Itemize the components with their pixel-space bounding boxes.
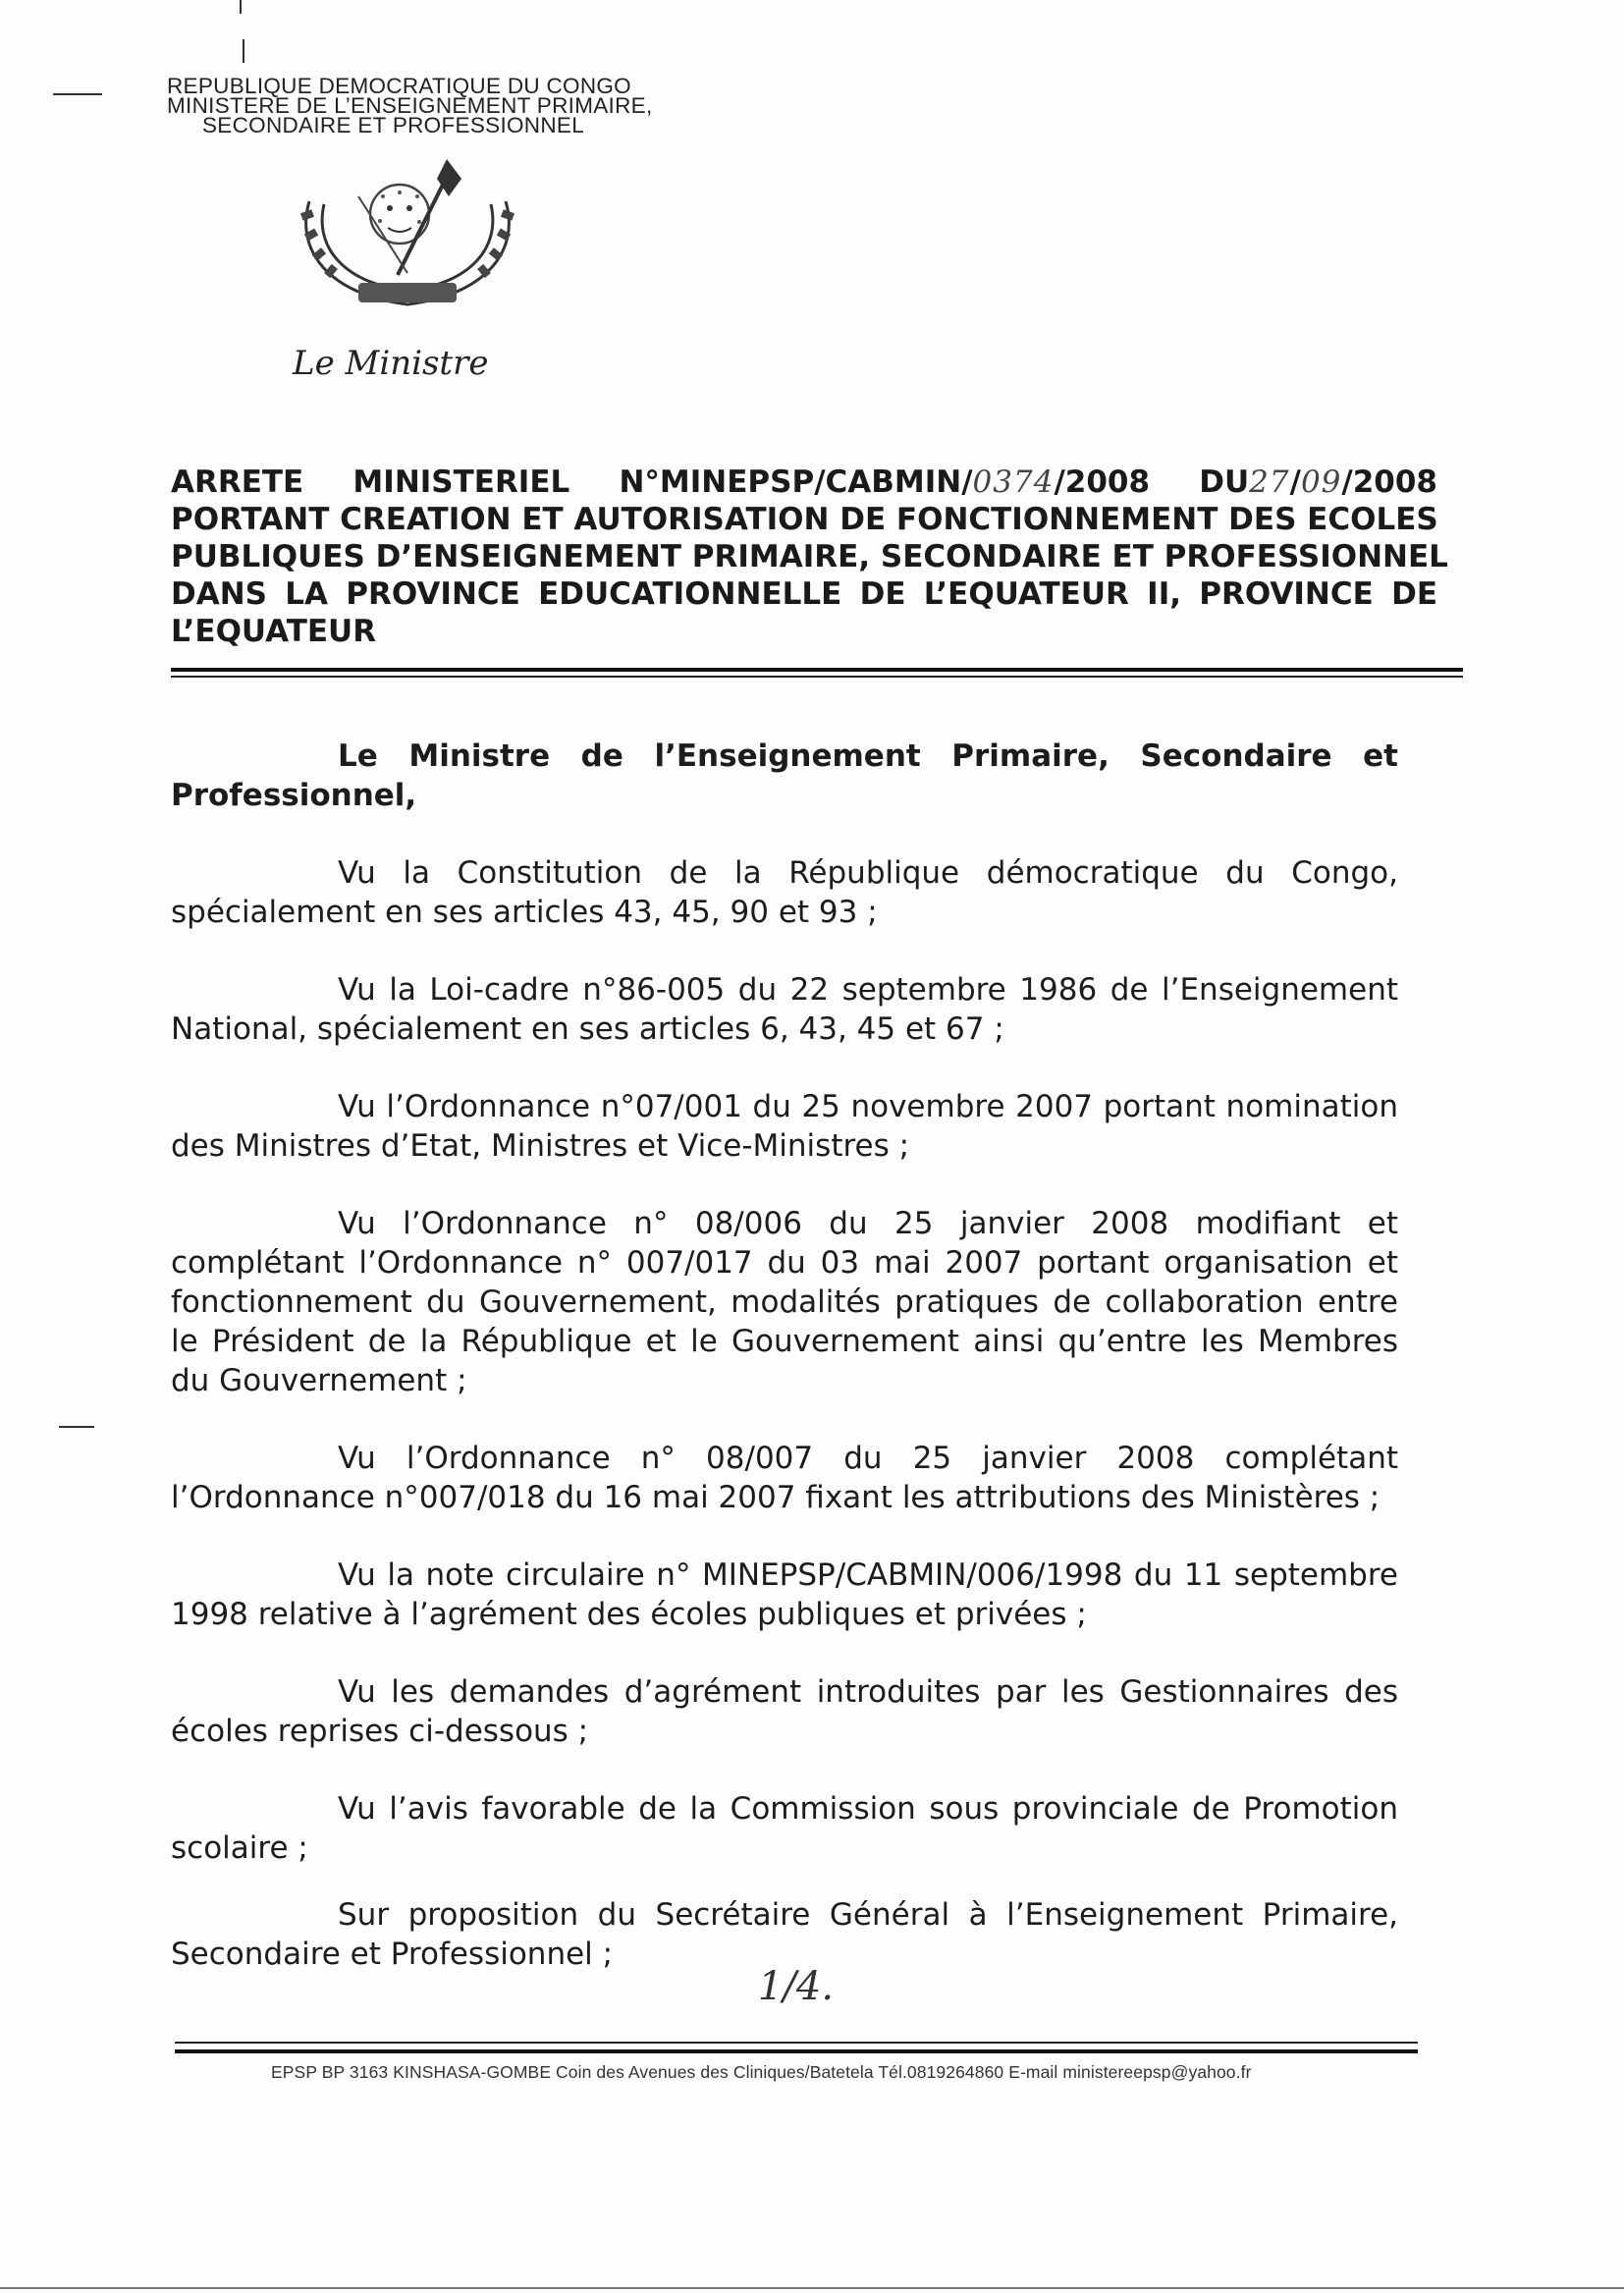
decree-title-line <box>171 464 1437 501</box>
coat-of-arms-icon <box>290 157 530 319</box>
decree-year-prefix: /2008 DU <box>1054 464 1250 500</box>
consideration <box>171 1789 1398 1868</box>
scan-mark <box>243 39 244 63</box>
handwritten-month: 09 <box>1300 464 1342 500</box>
footer-address: EPSP BP 3163 KINSHASA-GOMBE Coin des Avenues des Cliniques/Batetela Tél.0819264860 E-mail ministereepsp@yahoo.fr <box>271 2062 1252 2082</box>
header-country: REPUBLIQUE DEMOCRATIQUE DU CONGO <box>167 74 631 98</box>
decree-title <box>171 464 1448 650</box>
consideration <box>171 1556 1398 1634</box>
consideration <box>171 1672 1398 1751</box>
page-initials: 1/4. <box>758 1964 835 2009</box>
footer-divider <box>175 2042 1418 2044</box>
page-bottom-edge <box>0 2287 1624 2289</box>
consideration-text: Vu la note circulaire n° MINEPSP/CABMIN/006/1998 du 11 septembre 1998 relative à l’agrément des écoles publiques et privées ; <box>171 1557 1398 1632</box>
consideration-text: Vu l’Ordonnance n° 08/007 du 25 janvier 2008 complétant l’Ordonnance n°007/018 du 16 mai 2007 fixant les attributions des Ministères ; <box>171 1441 1398 1515</box>
consideration-text: Vu la Loi-cadre n°86-005 du 22 septembre 1986 de l’Enseignement National, spécialement en ses articles 6, 43, 45 et 67 ; <box>171 972 1398 1047</box>
date-separator: / <box>1289 464 1301 500</box>
title-divider <box>171 668 1463 672</box>
consideration-text: Vu la Constitution de la République démocratique du Congo, spécialement en ses articles 43, 45, 90 et 93 ; <box>171 855 1398 930</box>
scan-mark <box>59 1426 94 1428</box>
scan-mark <box>240 0 242 14</box>
minister-signature-label: Le Ministre <box>293 344 489 383</box>
decree-date-year: /2008 <box>1341 464 1437 500</box>
handwritten-decree-number: 0374 <box>972 464 1055 500</box>
consideration-text: Vu l’avis favorable de la Commission sous provinciale de Promotion scolaire ; <box>171 1791 1398 1866</box>
decree-title-line: L’EQUATEUR <box>171 614 377 649</box>
minister-intro-text: Le Ministre de l’Enseignement Primaire, Secondaire et Professionnel, <box>171 738 1398 813</box>
header-ministry-cont: SECONDAIRE ET PROFESSIONNEL <box>202 113 585 137</box>
decree-title-line: DANS LA PROVINCE EDUCATIONNELLE DE L’EQUATEUR II, PROVINCE DE <box>171 576 1437 612</box>
consideration <box>171 1439 1398 1517</box>
decree-body <box>171 737 1398 2012</box>
ministry-header <box>167 74 756 137</box>
header-ministry: MINISTERE DE L’ENSEIGNEMENT PRIMAIRE, <box>167 93 653 118</box>
consideration-text: Vu les demandes d’agrément introduites par les Gestionnaires des écoles reprises ci-dessous ; <box>171 1674 1398 1749</box>
consideration <box>171 970 1398 1049</box>
consideration <box>171 1087 1398 1166</box>
title-divider <box>171 676 1463 678</box>
decree-number-prefix: ARRETE MINISTERIEL N°MINEPSP/CABMIN/ <box>171 464 973 500</box>
consideration <box>171 1204 1398 1400</box>
decree-title-line: PORTANT CREATION ET AUTORISATION DE FONCTIONNEMENT DES ECOLES <box>171 502 1438 537</box>
consideration-text: Vu l’Ordonnance n°07/001 du 25 novembre 2007 portant nomination des Ministres d’Etat, Ministres et Vice-Ministres ; <box>171 1089 1398 1164</box>
consideration <box>171 1895 1398 1974</box>
decree-title-line: PUBLIQUES D’ENSEIGNEMENT PRIMAIRE, SECONDAIRE ET PROFESSIONNEL <box>171 539 1448 574</box>
consideration-text: Sur proposition du Secrétaire Général à l’Enseignement Primaire, Secondaire et Professionnel ; <box>171 1897 1398 1972</box>
consideration-text: Vu l’Ordonnance n° 08/006 du 25 janvier 2008 modifiant et complétant l’Ordonnance n° 007/017 du 03 mai 2007 portant organisation et fonctionnement du Gouvernement, modalités pratiques de collaboration entre le Président de la République et le Gouvernement ainsi qu’entre les Membres du Gouvernement ; <box>171 1206 1398 1398</box>
scan-mark <box>53 93 102 95</box>
minister-intro <box>171 737 1398 815</box>
consideration <box>171 853 1398 932</box>
footer-divider <box>175 2049 1418 2053</box>
handwritten-day: 27 <box>1249 464 1290 500</box>
